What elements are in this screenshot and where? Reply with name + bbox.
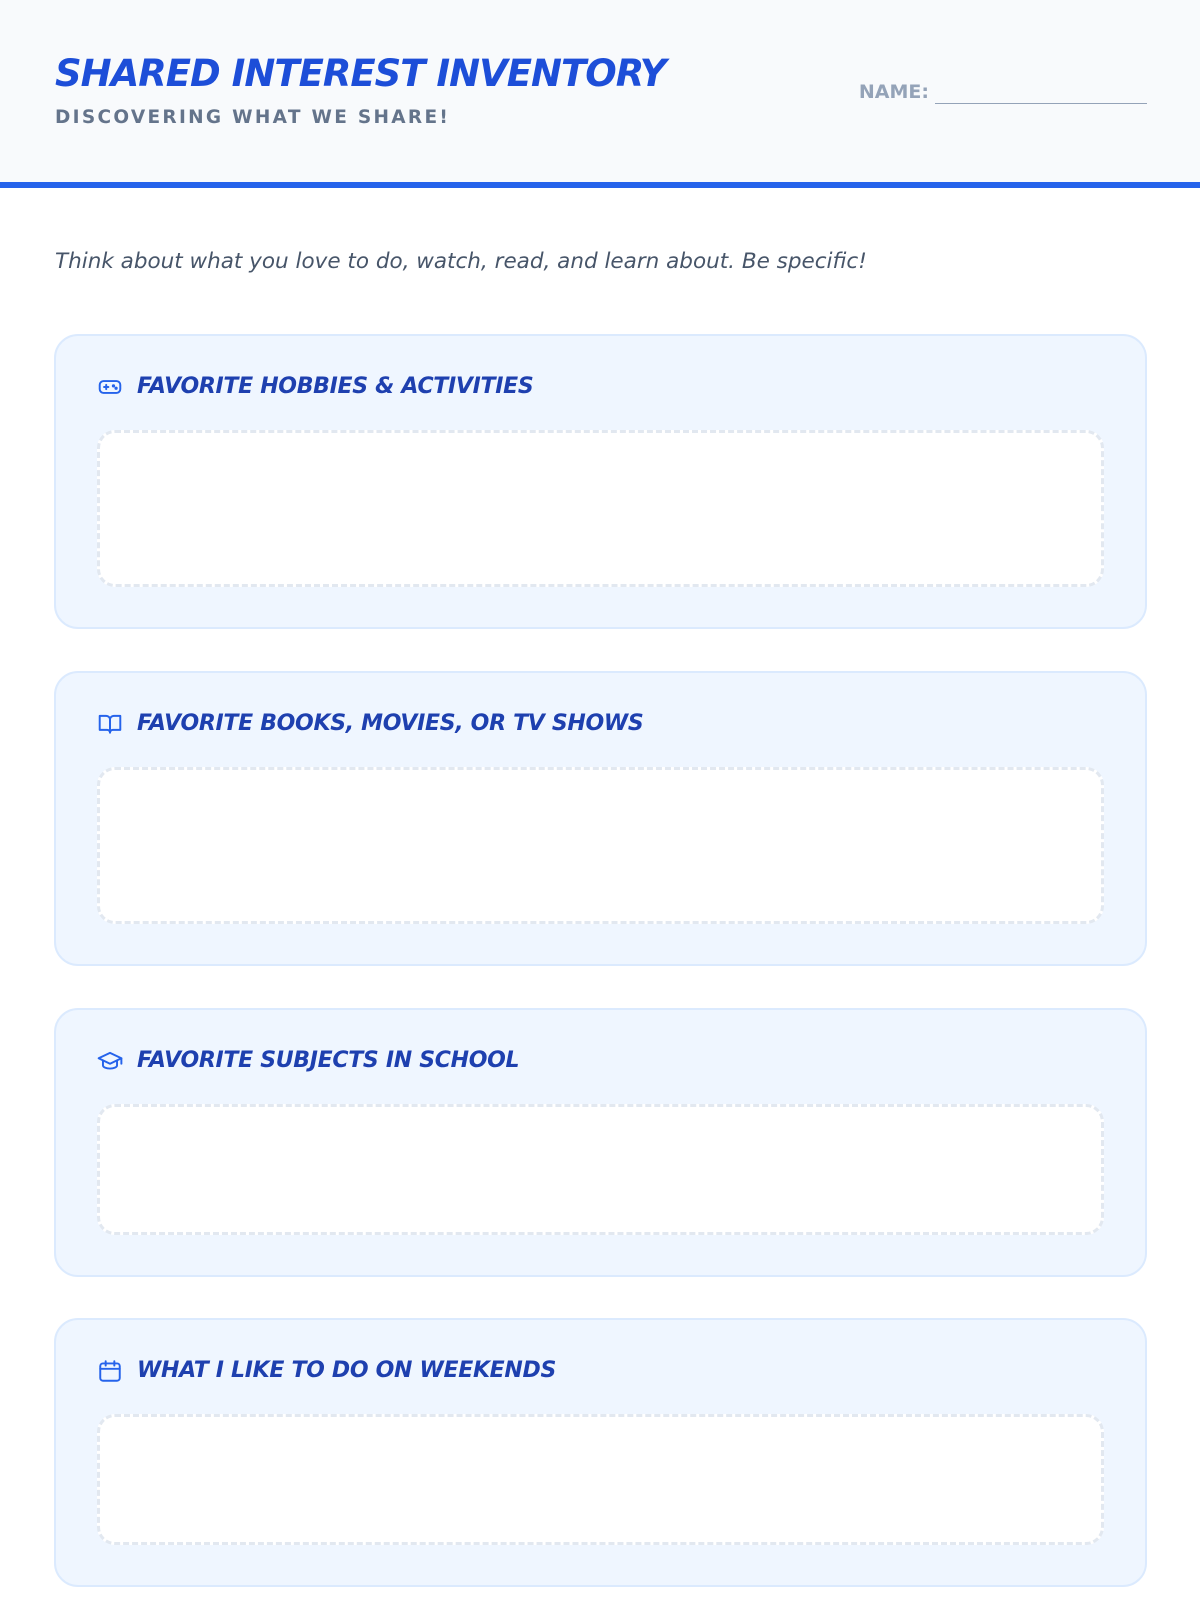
section-title: FAVORITE SUBJECTS IN SCHOOL	[137, 1048, 520, 1073]
answer-box[interactable]	[97, 1104, 1104, 1235]
section-header	[97, 711, 643, 737]
section-title: FAVORITE BOOKS, MOVIES, OR TV SHOWS	[137, 711, 644, 736]
section-title: WHAT I LIKE TO DO ON WEEKENDS	[137, 1358, 557, 1383]
section-header	[97, 1048, 519, 1074]
section-card-subjects	[54, 1008, 1147, 1277]
section-header	[97, 1358, 556, 1384]
name-label: NAME:	[858, 81, 929, 103]
worksheet-header	[0, 0, 1200, 188]
gamepad-icon	[97, 374, 123, 400]
section-card-media	[54, 671, 1147, 966]
section-card-hobbies	[54, 334, 1147, 629]
answer-box[interactable]	[97, 1414, 1104, 1545]
section-card-weekends	[54, 1318, 1147, 1587]
graduation-cap-icon	[97, 1048, 123, 1074]
calendar-icon	[97, 1358, 123, 1384]
intro-instructions: Think about what you love to do, watch, read, and learn about. Be specific!	[55, 249, 867, 274]
answer-box[interactable]	[97, 430, 1104, 587]
name-field	[859, 81, 1147, 104]
page-subtitle: DISCOVERING WHAT WE SHARE!	[55, 107, 451, 128]
answer-box[interactable]	[97, 767, 1104, 924]
section-title: FAVORITE HOBBIES & ACTIVITIES	[137, 374, 534, 399]
page-title: SHARED INTEREST INVENTORY	[55, 52, 666, 95]
section-header	[97, 374, 533, 400]
name-blank-line[interactable]	[935, 83, 1147, 104]
book-open-icon	[97, 711, 123, 737]
